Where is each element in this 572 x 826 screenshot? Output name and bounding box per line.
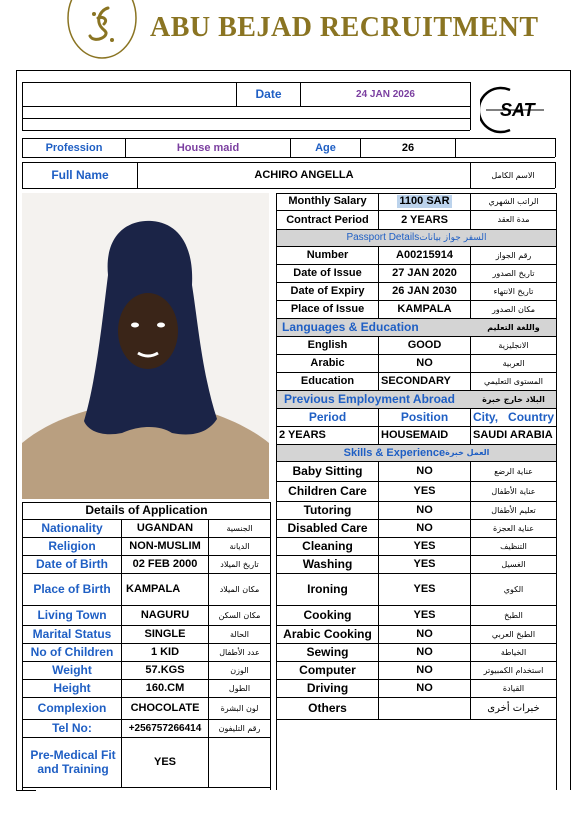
skill-driving-label: Driving [306,680,349,695]
skill-tutoring-ar: تعليم الأطفال [491,505,536,515]
salary-value [379,193,470,210]
skill-cleaning-ar: التنظيف [500,541,527,551]
passport-title-ar: السفر جواز بيانات [419,232,487,243]
place-of-issue-value: KAMPALA [397,303,452,316]
religion-label: Religion [48,538,96,553]
skill-disabled-care-label: Disabled Care [287,520,368,535]
skill-washing-label: Washing [302,556,353,571]
education-ar: المستوى التعليمي [483,376,544,386]
height-label: Height [53,680,91,695]
skill-others-ar: خبرات أخرى [487,702,540,714]
employment-position-value: HOUSEMAID [381,429,449,442]
age-label: Age [315,141,336,154]
dob-ar: تاريخ الميلاد [220,559,259,569]
religion-value: NON-MUSLIM [129,540,201,553]
issue-date-value: 27 JAN 2020 [392,267,457,280]
religion-ar: الديانة [229,541,250,551]
complexion-value: CHOCOLATE [130,702,200,715]
passport-title [277,230,556,246]
living-town-ar: مكان السكن [218,610,261,620]
tel-ar: رقم التليفون [218,723,261,733]
marital-status-value: SINGLE [144,628,186,641]
skills-title [277,445,556,461]
profession-value: House maid [176,141,240,154]
skill-cooking-value: YES [413,609,436,622]
skill-driving-value: NO [416,682,433,695]
salary-label: Monthly Salary [288,195,367,208]
education-label: Education [300,375,355,388]
weight-value: 57.KGS [145,664,185,677]
skill-sewing-value: NO [416,646,433,659]
skill-sewing-ar: الخياطة [500,647,527,657]
skill-baby-sitting-label: Baby Sitting [292,463,363,478]
arabic-value: NO [416,357,433,370]
dob-label: Date of Birth [36,556,108,571]
tel-value: +256757266414 [128,722,202,734]
skill-cleaning-label: Cleaning [302,538,353,553]
living-town-label: Living Town [37,607,107,622]
skill-arabic-cooking-ar: الطبخ العربي [491,629,536,639]
languages-title-ar: واللغة التعليم [487,322,540,332]
expiry-date-ar: تاريخ الانتهاء [493,286,534,296]
skill-arabic-cooking-label: Arabic Cooking [283,626,372,641]
premedical-label: Pre-Medical Fit and Training [30,747,116,776]
employment-period-header: Period [308,409,347,424]
passport-number-ar: رقم الجواز [495,250,532,260]
age-value: 26 [401,141,415,154]
nationality-value: UGANDAN [136,522,194,535]
contract-period-label: Contract Period [286,213,369,226]
complexion-label: Complexion [37,700,107,715]
skill-others-label: Others [308,700,347,715]
premedical-value: YES [153,756,176,769]
skill-cleaning-value: YES [413,540,436,553]
skills-title-en: Skills & Experience [343,446,446,459]
place-of-birth-label: Place of Birth [33,581,111,596]
skill-tutoring-value: NO [416,504,433,517]
profession-label: Profession [45,141,103,154]
candidate-photo [22,193,269,499]
full-name-ar: الاسم الكامل [491,170,535,180]
children-value: 1 KID [150,646,180,659]
date-label: Date [255,86,282,101]
date-value: 24 JAN 2026 [356,88,415,100]
skill-children-care-value: YES [413,485,436,498]
employment-country-header: City, Country [472,409,555,424]
sat-logo-text: SAT [500,100,535,120]
skill-children-care-ar: عناية الأطفال [491,486,536,496]
skill-computer-value: NO [416,664,433,677]
company-name: ABU BEJAD RECRUITMENT [150,12,539,43]
application-title: Details of Application [85,503,208,518]
employment-title-ar: البلاد خارج خبرة [482,394,545,404]
skill-baby-sitting-ar: عناية الرضع [494,466,533,476]
arabic-label: Arabic [310,357,345,370]
skill-computer-ar: استخدام الكمبيوتر [483,665,544,675]
skills-title-ar: العمل خبرة [445,448,490,458]
weight-label: Weight [52,662,92,677]
english-ar: الانجليزية [498,340,529,350]
employment-period-value: 2 YEARS [279,429,326,442]
skill-washing-ar: الغسيل [501,559,526,569]
dob-value: 02 FEB 2000 [132,558,198,571]
complexion-ar: لون البشرة [220,703,259,713]
passport-title-en: Passport Details [346,232,420,244]
skill-washing-value: YES [413,558,436,571]
english-label: English [307,339,348,352]
full-name-label: Full Name [51,167,109,182]
contract-period-value: 2 YEARS [401,213,448,226]
employment-country-value: SAUDI ARABIA [473,429,553,442]
contract-period-ar: مدة العقد [497,215,530,225]
weight-ar: الوزن [230,665,249,675]
marital-status-label: Marital Status [32,626,112,641]
skill-baby-sitting-value: NO [416,465,433,478]
skill-children-care-label: Children Care [288,483,367,498]
salary-value-text: 1100 SAR [399,195,450,208]
employment-title: Previous Employment Abroad [284,391,455,406]
skill-cooking-label: Cooking [303,607,352,622]
skill-tutoring-label: Tutoring [303,502,352,517]
skill-sewing-label: Sewing [306,644,349,659]
height-ar: الطول [228,683,251,693]
arabic-ar: العربية [502,358,525,368]
passport-number-label: Number [306,249,349,262]
marital-status-ar: الحالة [230,629,249,639]
skill-ironing-label: Ironing [307,581,348,596]
skill-arabic-cooking-value: NO [416,628,433,641]
place-of-issue-ar: مكان الصدور [491,304,536,314]
place-of-birth-value: KAMPALA [126,583,181,596]
place-of-issue-label: Place of Issue [290,303,365,316]
tel-label: Tel No: [52,720,92,735]
nationality-label: Nationality [41,520,103,535]
place-of-birth-ar: مكان الميلاد [219,584,260,594]
children-ar: عدد الأطفال [219,647,260,657]
languages-title: Languages & Education [282,319,419,334]
issue-date-label: Date of Issue [293,267,362,280]
skill-ironing-value: YES [413,583,436,596]
passport-number-value: A00215914 [396,249,453,262]
children-label: No of Children [30,644,114,659]
skill-computer-label: Computer [299,662,356,677]
agency-logo [64,0,140,60]
skill-driving-ar: القيادة [502,683,525,693]
height-value: 160.CM [145,682,185,695]
employment-position-header: Position [400,409,449,424]
skill-disabled-care-value: NO [416,522,433,535]
education-value: SECONDARY [381,375,451,388]
sat-logo [480,84,552,136]
english-value: GOOD [407,339,442,352]
salary-ar: الراتب الشهري [488,196,539,206]
nationality-ar: الجنسية [226,523,253,533]
issue-date-ar: تاريخ الصدور [492,268,535,278]
expiry-date-value: 26 JAN 2030 [392,285,457,298]
skill-disabled-care-ar: عناية العجزة [493,523,534,533]
skill-cooking-ar: الطبخ [504,610,523,620]
full-name-value: ACHIRO ANGELLA [254,169,354,182]
expiry-date-label: Date of Expiry [290,285,365,298]
living-town-value: NAGURU [140,609,190,622]
skill-ironing-ar: الكوي [503,584,524,594]
